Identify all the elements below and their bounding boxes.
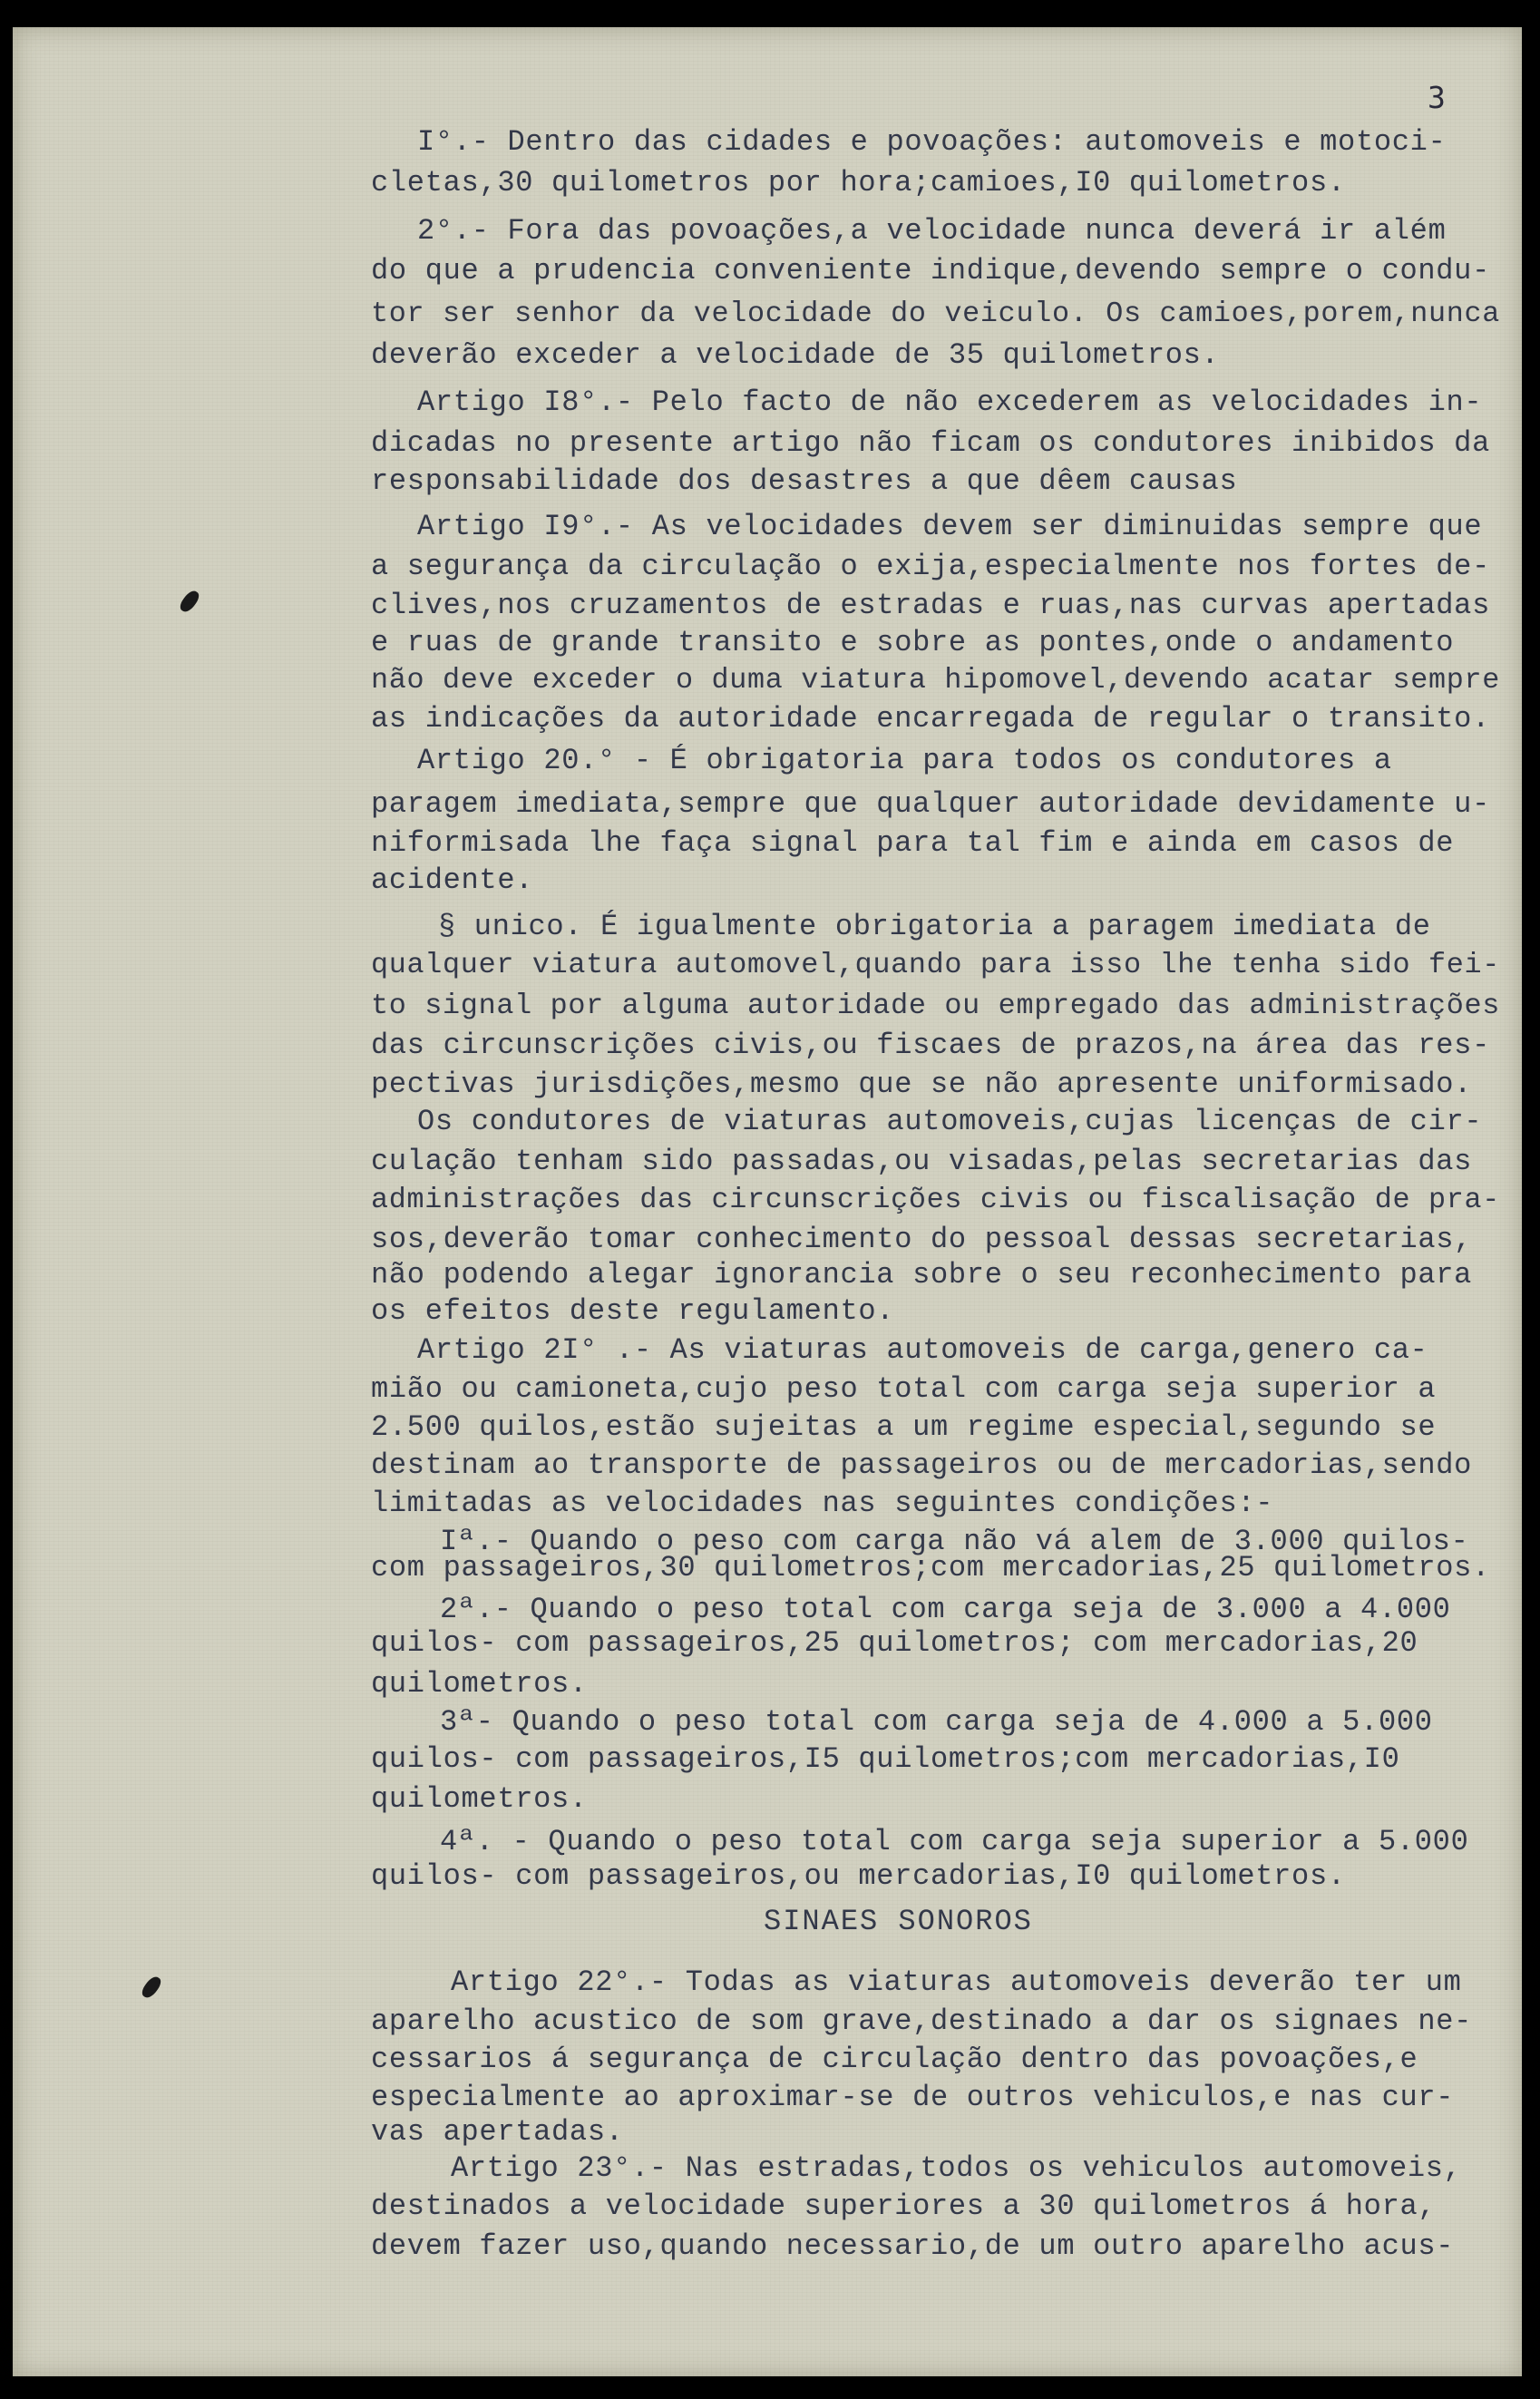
text-line: mião ou camioneta,cujo peso total com carga seja superior a [371, 1372, 1437, 1406]
text-line: pectivas jurisdições,mesmo que se não apresente uniformisado. [371, 1068, 1473, 1101]
text-line: os efeitos deste regulamento. [371, 1294, 895, 1328]
text-line: especialmente ao aproximar-se de outros vehiculos,e nas cur- [371, 2081, 1455, 2114]
text-line: e ruas de grande transito e sobre as pontes,onde o andamento [371, 626, 1455, 659]
text-line: acidente. [371, 863, 534, 897]
text-line: niformisada lhe faça signal para tal fim e ainda em casos de [371, 826, 1455, 860]
text-line: administrações das circunscrições civis ou fiscalisação de pra- [371, 1184, 1501, 1216]
text-line: dicadas no presente artigo não ficam os condutores inibidos da [371, 426, 1490, 460]
text-line: paragem imediata,sempre que qualquer autoridade devidamente u- [371, 787, 1490, 821]
text-line: § unico. É igualmente obrigatoria a paragem imediata de [438, 910, 1431, 943]
text-line: a segurança da circulação o exija,especialmente nos fortes de- [371, 550, 1490, 583]
text-line: não podendo alegar ignorancia sobre o seu reconhecimento para [371, 1258, 1473, 1292]
text-line: quilos- com passageiros,ou mercadorias,I0 quilometros. [371, 1859, 1346, 1893]
text-line: devem fazer uso,quando necessario,de um outro aparelho acus- [371, 2229, 1455, 2263]
text-line: Iª.- Quando o peso com carga não vá alem de 3.000 quilos- [440, 1525, 1469, 1558]
text-line: 2ª.- Quando o peso total com carga seja de 3.000 a 4.000 [440, 1593, 1451, 1626]
text-line: Os condutores de viaturas automoveis,cujas licenças de cir- [417, 1105, 1483, 1138]
text-line: sos,deverão tomar conhecimento do pessoal dessas secretarias, [371, 1223, 1473, 1256]
staple-hole [140, 1974, 163, 2000]
text-line: destinados a velocidade superiores a 30 quilometros á hora, [371, 2189, 1437, 2223]
section-heading: SINAES SONOROS [764, 1905, 1033, 1938]
text-line: to signal por alguma autoridade ou empregado das administrações [371, 990, 1501, 1022]
text-line: destinam ao transporte de passageiros ou de mercadorias,sendo [371, 1448, 1473, 1482]
page-number: 3 [1428, 80, 1446, 115]
text-line: qualquer viatura automovel,quando para isso lhe tenha sido fei- [371, 949, 1501, 981]
text-line: responsabilidade dos desastres a que dêem causas [371, 464, 1238, 498]
text-line: I°.- Dentro das cidades e povoações: automoveis e motoci- [417, 125, 1447, 159]
text-line: cessarios á segurança de circulação dentro das povoações,e [371, 2043, 1418, 2076]
text-line: quilos- com passageiros,25 quilometros; com mercadorias,20 [371, 1626, 1418, 1660]
text-line: do que a prudencia conveniente indique,devendo sempre o condu- [371, 254, 1490, 288]
staple-hole [178, 588, 201, 614]
text-line: Artigo 2I° .- As viaturas automoveis de carga,genero ca- [417, 1333, 1428, 1367]
text-line: quilometros. [371, 1782, 588, 1816]
text-line: com passageiros,30 quilometros;com mercadorias,25 quilometros. [371, 1551, 1490, 1585]
text-line: 4ª. - Quando o peso total com carga seja superior a 5.000 [440, 1825, 1469, 1858]
text-line: quilos- com passageiros,I5 quilometros;com mercadorias,I0 [371, 1742, 1400, 1776]
text-line: as indicações da autoridade encarregada de regular o transito. [371, 702, 1490, 736]
text-line: Artigo 22°.- Todas as viaturas automoveis deverão ter um [451, 1965, 1462, 1999]
text-line: deverão exceder a velocidade de 35 quilometros. [371, 338, 1220, 372]
text-line: 2.500 quilos,estão sujeitas a um regime especial,segundo se [371, 1410, 1437, 1444]
text-line: 2°.- Fora das povoações,a velocidade nunca deverá ir além [417, 214, 1447, 248]
text-line: cletas,30 quilometros por hora;camioes,I0 quilometros. [371, 166, 1346, 200]
text-line: Artigo 20.° - É obrigatoria para todos os condutores a [417, 744, 1392, 777]
text-line: 3ª- Quando o peso total com carga seja de 4.000 a 5.000 [440, 1705, 1433, 1739]
text-line: Artigo 23°.- Nas estradas,todos os vehiculos automoveis, [451, 2151, 1462, 2185]
text-line: vas apertadas. [371, 2115, 624, 2149]
text-line: Artigo I8°.- Pelo facto de não excederem as velocidades in- [417, 385, 1483, 419]
document-page [13, 27, 1522, 2376]
text-line: clives,nos cruzamentos de estradas e ruas,nas curvas apertadas [371, 589, 1490, 622]
text-line: Artigo I9°.- As velocidades devem ser diminuidas sempre que [417, 510, 1483, 543]
text-line: limitadas as velocidades nas seguintes condições:- [371, 1487, 1274, 1520]
text-line: das circunscrições civis,ou fiscaes de prazos,na área das res- [371, 1029, 1490, 1062]
text-line: quilometros. [371, 1667, 588, 1701]
text-line: tor ser senhor da velocidade do veiculo. Os camioes,porem,nunca [371, 297, 1501, 330]
text-line: não deve exceder o duma viatura hipomovel,devendo acatar sempre [371, 664, 1501, 697]
text-line: culação tenham sido passadas,ou visadas,pelas secretarias das [371, 1145, 1473, 1178]
text-line: aparelho acustico de som grave,destinado a dar os signaes ne- [371, 2004, 1473, 2038]
